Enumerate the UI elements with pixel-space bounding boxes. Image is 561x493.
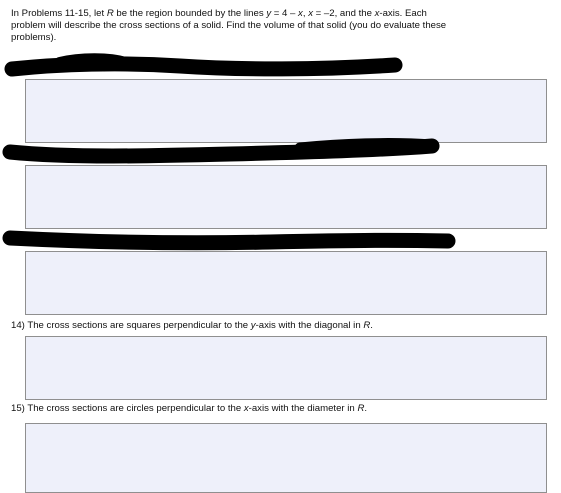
answer-box-problem-11[interactable] [25,79,547,143]
redaction-stroke [60,59,125,63]
redaction-mark-2 [0,136,450,168]
redaction-stroke [10,238,448,243]
problem-14-text: 14) The cross sections are squares perpendicular to the y-axis with the diagonal in R. [11,320,373,331]
answer-box-problem-14[interactable] [25,336,547,400]
instructions-line-1: In Problems 11-15, let R be the region bounded by the lines y = 4 – x, x = –2, and the x-axis. Each [11,8,427,19]
answer-box-problem-13[interactable] [25,251,547,315]
answer-box-problem-15[interactable] [25,423,547,493]
problem-15-text: 15) The cross sections are circles perpendicular to the x-axis with the diameter in R. [11,403,368,414]
instructions-line-2: problem will describe the cross sections of a solid. Find the volume of that solid (you do evaluate these [11,20,447,32]
problem-set-instructions [11,8,531,45]
answer-box-problem-12[interactable] [25,165,547,229]
redaction-stroke [300,144,432,148]
instructions-line-3: problems). [11,32,57,44]
